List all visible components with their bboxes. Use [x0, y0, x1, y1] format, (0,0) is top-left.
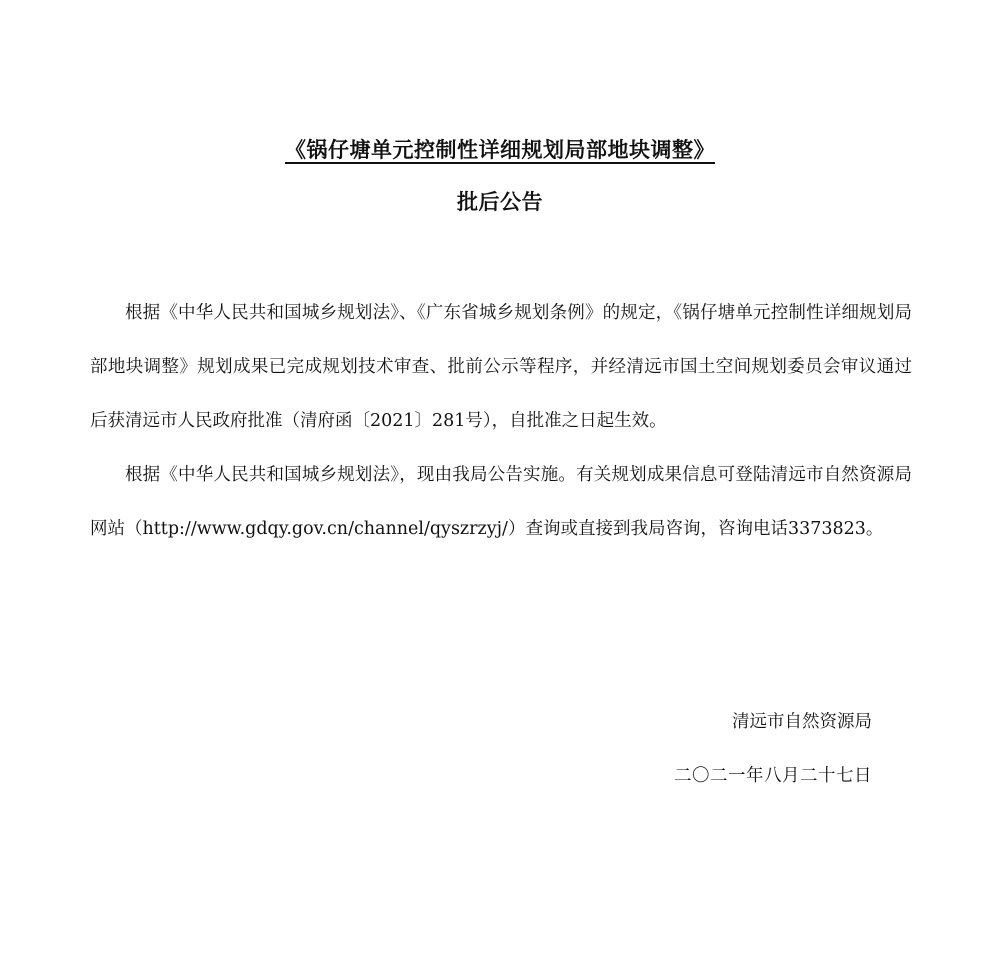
document-title	[0, 134, 1000, 164]
signature-organization: 清远市自然资源局	[732, 712, 872, 732]
document-body	[90, 286, 912, 556]
signature-date: 二〇二一年八月二十七日	[674, 766, 872, 786]
document-subtitle: 批后公告	[457, 190, 543, 214]
document-title-text: 《锅仔塘单元控制性详细规划局部地块调整》	[285, 138, 715, 162]
paragraph-2: 根据《中华人民共和国城乡规划法》，现由我局公告实施。有关规划成果信息可登陆清远市自然资源局网站（http://www.gdqy.gov.cn/channel/qyszrzyj/）查询或直接到我局咨询，咨询电话3373823。	[90, 465, 912, 539]
paragraph-1: 根据《中华人民共和国城乡规划法》、《广东省城乡规划条例》的规定，《锅仔塘单元控制性详细规划局部地块调整》规划成果已完成规划技术审查、批前公示等程序，并经清远市国土空间规划委员会审议通过后获清远市人民政府批准（清府函〔2021〕281号），自批准之日起生效。	[90, 303, 912, 431]
